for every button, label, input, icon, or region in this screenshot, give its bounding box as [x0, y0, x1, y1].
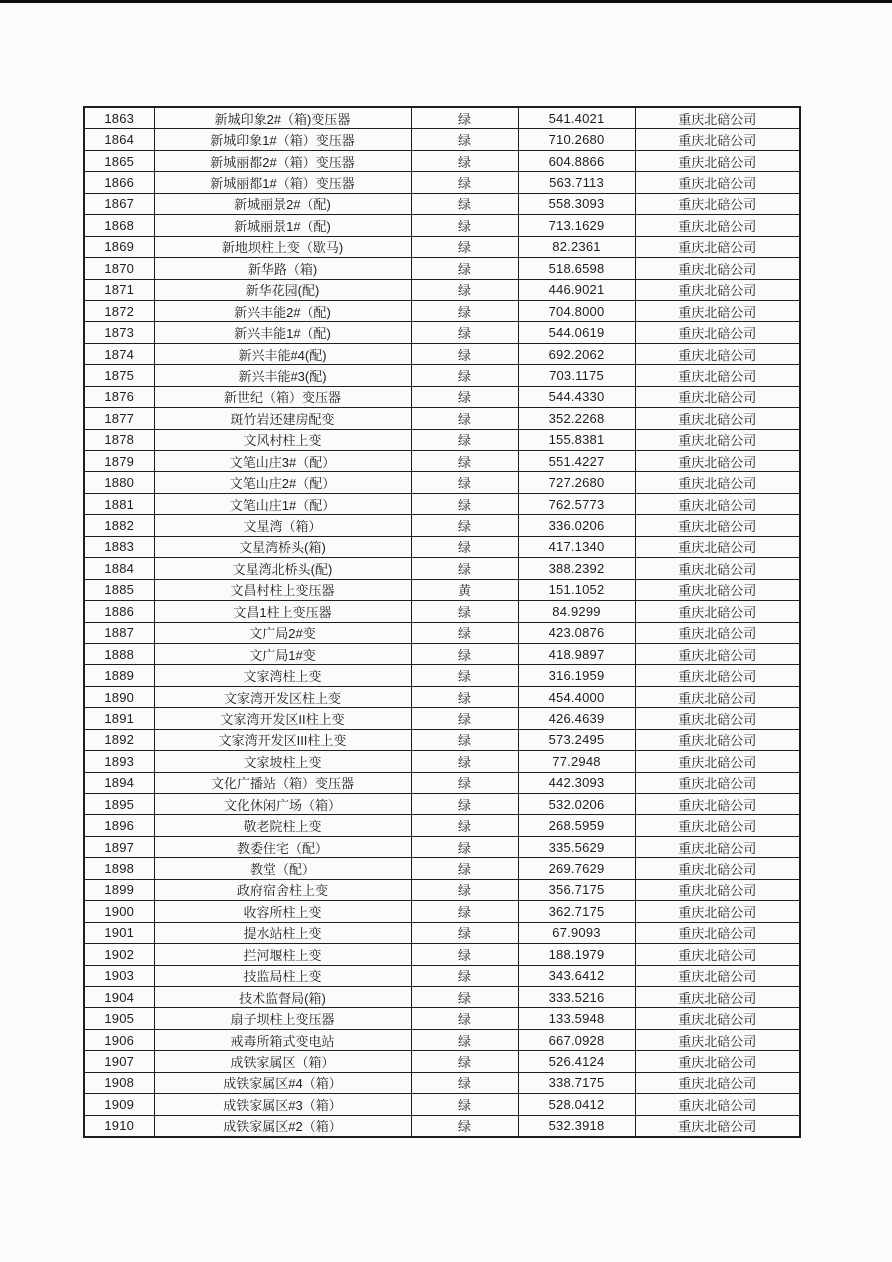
table-row: [84, 129, 800, 150]
row-id-cell: 1904: [84, 986, 154, 1007]
company-cell: 重庆北碚公司: [635, 1115, 800, 1137]
device-name-cell: 成铁家属区#4（箱）: [154, 1072, 411, 1093]
value-cell: 269.7629: [518, 858, 635, 879]
device-name-cell: 新华花园(配): [154, 279, 411, 300]
table-row: [84, 751, 800, 772]
device-name-cell: 文笔山庄2#（配）: [154, 472, 411, 493]
value-cell: 544.0619: [518, 322, 635, 343]
device-name-cell: 文化广播站（箱）变压器: [154, 772, 411, 793]
device-name-cell: 新城印象1#（箱）变压器: [154, 129, 411, 150]
status-color-cell: 绿: [411, 794, 518, 815]
device-name-cell: 技监局柱上变: [154, 965, 411, 986]
table-row: [84, 172, 800, 193]
status-color-cell: 绿: [411, 708, 518, 729]
status-color-cell: 绿: [411, 279, 518, 300]
status-color-cell: 绿: [411, 815, 518, 836]
row-id-cell: 1866: [84, 172, 154, 193]
device-name-cell: 新世纪（箱）变压器: [154, 386, 411, 407]
row-id-cell: 1892: [84, 729, 154, 750]
device-name-cell: 政府宿舍柱上变: [154, 879, 411, 900]
status-color-cell: 绿: [411, 1051, 518, 1072]
company-cell: 重庆北碚公司: [635, 944, 800, 965]
company-cell: 重庆北碚公司: [635, 451, 800, 472]
value-cell: 418.9897: [518, 643, 635, 664]
table-row: [84, 365, 800, 386]
device-name-cell: 新兴丰能#3(配): [154, 365, 411, 386]
company-cell: 重庆北碚公司: [635, 901, 800, 922]
status-color-cell: 绿: [411, 836, 518, 857]
company-cell: 重庆北碚公司: [635, 965, 800, 986]
device-name-cell: 新地坝柱上变（歇马): [154, 236, 411, 257]
status-color-cell: 绿: [411, 129, 518, 150]
status-color-cell: 绿: [411, 236, 518, 257]
value-cell: 573.2495: [518, 729, 635, 750]
table-row: [84, 258, 800, 279]
status-color-cell: 绿: [411, 493, 518, 514]
row-id-cell: 1873: [84, 322, 154, 343]
table-row: [84, 150, 800, 171]
row-id-cell: 1874: [84, 343, 154, 364]
device-name-cell: 新城印象2#（箱)变压器: [154, 107, 411, 129]
company-cell: 重庆北碚公司: [635, 365, 800, 386]
value-cell: 727.2680: [518, 472, 635, 493]
value-cell: 84.9299: [518, 601, 635, 622]
status-color-cell: 绿: [411, 986, 518, 1007]
device-name-cell: 斑竹岩还建房配变: [154, 408, 411, 429]
value-cell: 352.2268: [518, 408, 635, 429]
table-row: [84, 686, 800, 707]
table-row: [84, 836, 800, 857]
value-cell: 713.1629: [518, 215, 635, 236]
device-name-cell: 新兴丰能#4(配): [154, 343, 411, 364]
value-cell: 335.5629: [518, 836, 635, 857]
row-id-cell: 1905: [84, 1008, 154, 1029]
table-row: [84, 815, 800, 836]
table-row: [84, 193, 800, 214]
table-row: [84, 643, 800, 664]
company-cell: 重庆北碚公司: [635, 493, 800, 514]
company-cell: 重庆北碚公司: [635, 643, 800, 664]
row-id-cell: 1908: [84, 1072, 154, 1093]
status-color-cell: 绿: [411, 622, 518, 643]
device-name-cell: 敬老院柱上变: [154, 815, 411, 836]
device-name-cell: 文昌村柱上变压器: [154, 579, 411, 600]
company-cell: 重庆北碚公司: [635, 665, 800, 686]
table-row: [84, 858, 800, 879]
value-cell: 426.4639: [518, 708, 635, 729]
row-id-cell: 1906: [84, 1029, 154, 1050]
device-name-cell: 文家湾开发区II柱上变: [154, 708, 411, 729]
row-id-cell: 1877: [84, 408, 154, 429]
table-row: [84, 965, 800, 986]
company-cell: 重庆北碚公司: [635, 386, 800, 407]
value-cell: 667.0928: [518, 1029, 635, 1050]
status-color-cell: 绿: [411, 536, 518, 557]
table-body: [84, 107, 800, 1137]
value-cell: 532.0206: [518, 794, 635, 815]
row-id-cell: 1863: [84, 107, 154, 129]
value-cell: 343.6412: [518, 965, 635, 986]
device-name-cell: 文昌1柱上变压器: [154, 601, 411, 622]
value-cell: 356.7175: [518, 879, 635, 900]
company-cell: 重庆北碚公司: [635, 1072, 800, 1093]
device-name-cell: 新城丽都1#（箱）变压器: [154, 172, 411, 193]
row-id-cell: 1871: [84, 279, 154, 300]
table-row: [84, 279, 800, 300]
company-cell: 重庆北碚公司: [635, 515, 800, 536]
row-id-cell: 1886: [84, 601, 154, 622]
company-cell: 重庆北碚公司: [635, 1008, 800, 1029]
table-row: [84, 601, 800, 622]
device-name-cell: 教堂（配）: [154, 858, 411, 879]
row-id-cell: 1867: [84, 193, 154, 214]
company-cell: 重庆北碚公司: [635, 429, 800, 450]
status-color-cell: 绿: [411, 922, 518, 943]
company-cell: 重庆北碚公司: [635, 772, 800, 793]
value-cell: 442.3093: [518, 772, 635, 793]
value-cell: 423.0876: [518, 622, 635, 643]
value-cell: 558.3093: [518, 193, 635, 214]
device-name-cell: 新华路（箱): [154, 258, 411, 279]
status-color-cell: 绿: [411, 665, 518, 686]
device-name-cell: 文笔山庄3#（配）: [154, 451, 411, 472]
table-row: [84, 386, 800, 407]
row-id-cell: 1864: [84, 129, 154, 150]
status-color-cell: 绿: [411, 729, 518, 750]
table-row: [84, 708, 800, 729]
row-id-cell: 1907: [84, 1051, 154, 1072]
row-id-cell: 1875: [84, 365, 154, 386]
company-cell: 重庆北碚公司: [635, 107, 800, 129]
company-cell: 重庆北碚公司: [635, 558, 800, 579]
value-cell: 544.4330: [518, 386, 635, 407]
device-name-cell: 扇子坝柱上变压器: [154, 1008, 411, 1029]
status-color-cell: 绿: [411, 193, 518, 214]
value-cell: 333.5216: [518, 986, 635, 1007]
table-row: [84, 472, 800, 493]
device-name-cell: 拦河堰柱上变: [154, 944, 411, 965]
device-name-cell: 文风村柱上变: [154, 429, 411, 450]
device-name-cell: 新兴丰能2#（配): [154, 300, 411, 321]
company-cell: 重庆北碚公司: [635, 236, 800, 257]
row-id-cell: 1893: [84, 751, 154, 772]
table-row: [84, 429, 800, 450]
value-cell: 710.2680: [518, 129, 635, 150]
status-color-cell: 绿: [411, 365, 518, 386]
company-cell: 重庆北碚公司: [635, 986, 800, 1007]
row-id-cell: 1888: [84, 643, 154, 664]
table-row: [84, 536, 800, 557]
document-page: [83, 106, 801, 1138]
row-id-cell: 1879: [84, 451, 154, 472]
company-cell: 重庆北碚公司: [635, 258, 800, 279]
value-cell: 518.6598: [518, 258, 635, 279]
status-color-cell: 绿: [411, 215, 518, 236]
table-row: [84, 729, 800, 750]
table-row: [84, 879, 800, 900]
status-color-cell: 绿: [411, 1072, 518, 1093]
company-cell: 重庆北碚公司: [635, 622, 800, 643]
row-id-cell: 1891: [84, 708, 154, 729]
status-color-cell: 绿: [411, 686, 518, 707]
value-cell: 155.8381: [518, 429, 635, 450]
row-id-cell: 1878: [84, 429, 154, 450]
status-color-cell: 绿: [411, 408, 518, 429]
row-id-cell: 1883: [84, 536, 154, 557]
company-cell: 重庆北碚公司: [635, 279, 800, 300]
value-cell: 526.4124: [518, 1051, 635, 1072]
status-color-cell: 绿: [411, 558, 518, 579]
row-id-cell: 1887: [84, 622, 154, 643]
table-row: [84, 451, 800, 472]
row-id-cell: 1896: [84, 815, 154, 836]
table-row: [84, 322, 800, 343]
company-cell: 重庆北碚公司: [635, 193, 800, 214]
row-id-cell: 1897: [84, 836, 154, 857]
company-cell: 重庆北碚公司: [635, 215, 800, 236]
value-cell: 541.4021: [518, 107, 635, 129]
status-color-cell: 黄: [411, 579, 518, 600]
value-cell: 454.4000: [518, 686, 635, 707]
device-name-cell: 提水站柱上变: [154, 922, 411, 943]
value-cell: 528.0412: [518, 1094, 635, 1115]
company-cell: 重庆北碚公司: [635, 129, 800, 150]
company-cell: 重庆北碚公司: [635, 150, 800, 171]
company-cell: 重庆北碚公司: [635, 794, 800, 815]
row-id-cell: 1869: [84, 236, 154, 257]
company-cell: 重庆北碚公司: [635, 172, 800, 193]
company-cell: 重庆北碚公司: [635, 708, 800, 729]
table-row: [84, 794, 800, 815]
row-id-cell: 1880: [84, 472, 154, 493]
row-id-cell: 1881: [84, 493, 154, 514]
row-id-cell: 1868: [84, 215, 154, 236]
table-row: [84, 1051, 800, 1072]
status-color-cell: 绿: [411, 1029, 518, 1050]
device-name-cell: 文家湾柱上变: [154, 665, 411, 686]
value-cell: 551.4227: [518, 451, 635, 472]
table-row: [84, 1115, 800, 1137]
value-cell: 77.2948: [518, 751, 635, 772]
status-color-cell: 绿: [411, 300, 518, 321]
status-color-cell: 绿: [411, 343, 518, 364]
device-name-cell: 文星湾（箱）: [154, 515, 411, 536]
row-id-cell: 1889: [84, 665, 154, 686]
device-table: [83, 106, 801, 1138]
device-name-cell: 新城丽景2#（配): [154, 193, 411, 214]
status-color-cell: 绿: [411, 150, 518, 171]
device-name-cell: 文家湾开发区III柱上变: [154, 729, 411, 750]
status-color-cell: 绿: [411, 429, 518, 450]
table-row: [84, 1072, 800, 1093]
device-name-cell: 文家坡柱上变: [154, 751, 411, 772]
status-color-cell: 绿: [411, 515, 518, 536]
table-row: [84, 986, 800, 1007]
status-color-cell: 绿: [411, 858, 518, 879]
company-cell: 重庆北碚公司: [635, 836, 800, 857]
table-row: [84, 944, 800, 965]
company-cell: 重庆北碚公司: [635, 879, 800, 900]
status-color-cell: 绿: [411, 386, 518, 407]
status-color-cell: 绿: [411, 965, 518, 986]
table-row: [84, 772, 800, 793]
value-cell: 563.7113: [518, 172, 635, 193]
table-row: [84, 408, 800, 429]
value-cell: 133.5948: [518, 1008, 635, 1029]
status-color-cell: 绿: [411, 472, 518, 493]
table-row: [84, 236, 800, 257]
status-color-cell: 绿: [411, 772, 518, 793]
company-cell: 重庆北碚公司: [635, 751, 800, 772]
status-color-cell: 绿: [411, 601, 518, 622]
table-row: [84, 922, 800, 943]
row-id-cell: 1900: [84, 901, 154, 922]
value-cell: 336.0206: [518, 515, 635, 536]
row-id-cell: 1910: [84, 1115, 154, 1137]
company-cell: 重庆北碚公司: [635, 1051, 800, 1072]
status-color-cell: 绿: [411, 1094, 518, 1115]
status-color-cell: 绿: [411, 751, 518, 772]
status-color-cell: 绿: [411, 172, 518, 193]
table-row: [84, 515, 800, 536]
row-id-cell: 1894: [84, 772, 154, 793]
row-id-cell: 1895: [84, 794, 154, 815]
company-cell: 重庆北碚公司: [635, 300, 800, 321]
value-cell: 338.7175: [518, 1072, 635, 1093]
table-row: [84, 107, 800, 129]
table-row: [84, 300, 800, 321]
value-cell: 604.8866: [518, 150, 635, 171]
status-color-cell: 绿: [411, 643, 518, 664]
value-cell: 362.7175: [518, 901, 635, 922]
device-name-cell: 文笔山庄1#（配）: [154, 493, 411, 514]
top-edge-line: [0, 0, 892, 3]
device-name-cell: 戒毒所箱式变电站: [154, 1029, 411, 1050]
value-cell: 316.1959: [518, 665, 635, 686]
row-id-cell: 1909: [84, 1094, 154, 1115]
device-name-cell: 文广局1#变: [154, 643, 411, 664]
company-cell: 重庆北碚公司: [635, 408, 800, 429]
company-cell: 重庆北碚公司: [635, 686, 800, 707]
row-id-cell: 1872: [84, 300, 154, 321]
table-row: [84, 901, 800, 922]
device-name-cell: 收容所柱上变: [154, 901, 411, 922]
row-id-cell: 1890: [84, 686, 154, 707]
company-cell: 重庆北碚公司: [635, 536, 800, 557]
company-cell: 重庆北碚公司: [635, 601, 800, 622]
row-id-cell: 1876: [84, 386, 154, 407]
status-color-cell: 绿: [411, 944, 518, 965]
value-cell: 417.1340: [518, 536, 635, 557]
value-cell: 151.1052: [518, 579, 635, 600]
value-cell: 388.2392: [518, 558, 635, 579]
status-color-cell: 绿: [411, 451, 518, 472]
table-row: [84, 343, 800, 364]
value-cell: 704.8000: [518, 300, 635, 321]
value-cell: 532.3918: [518, 1115, 635, 1137]
value-cell: 692.2062: [518, 343, 635, 364]
table-row: [84, 215, 800, 236]
device-name-cell: 文星湾桥头(箱): [154, 536, 411, 557]
row-id-cell: 1898: [84, 858, 154, 879]
row-id-cell: 1902: [84, 944, 154, 965]
value-cell: 446.9021: [518, 279, 635, 300]
status-color-cell: 绿: [411, 1008, 518, 1029]
company-cell: 重庆北碚公司: [635, 1029, 800, 1050]
device-name-cell: 教委住宅（配）: [154, 836, 411, 857]
device-name-cell: 文星湾北桥头(配): [154, 558, 411, 579]
table-row: [84, 1029, 800, 1050]
table-row: [84, 622, 800, 643]
value-cell: 67.9093: [518, 922, 635, 943]
table-row: [84, 558, 800, 579]
status-color-cell: 绿: [411, 107, 518, 129]
device-name-cell: 文化休闲广场（箱）: [154, 794, 411, 815]
device-name-cell: 成铁家属区（箱）: [154, 1051, 411, 1072]
device-name-cell: 文家湾开发区柱上变: [154, 686, 411, 707]
table-row: [84, 579, 800, 600]
value-cell: 82.2361: [518, 236, 635, 257]
company-cell: 重庆北碚公司: [635, 858, 800, 879]
value-cell: 188.1979: [518, 944, 635, 965]
device-name-cell: 文广局2#变: [154, 622, 411, 643]
row-id-cell: 1870: [84, 258, 154, 279]
company-cell: 重庆北碚公司: [635, 472, 800, 493]
company-cell: 重庆北碚公司: [635, 322, 800, 343]
value-cell: 762.5773: [518, 493, 635, 514]
row-id-cell: 1885: [84, 579, 154, 600]
device-name-cell: 成铁家属区#2（箱）: [154, 1115, 411, 1137]
device-name-cell: 技术监督局(箱): [154, 986, 411, 1007]
status-color-cell: 绿: [411, 1115, 518, 1137]
company-cell: 重庆北碚公司: [635, 1094, 800, 1115]
company-cell: 重庆北碚公司: [635, 815, 800, 836]
table-row: [84, 665, 800, 686]
company-cell: 重庆北碚公司: [635, 729, 800, 750]
status-color-cell: 绿: [411, 901, 518, 922]
company-cell: 重庆北碚公司: [635, 343, 800, 364]
row-id-cell: 1899: [84, 879, 154, 900]
company-cell: 重庆北碚公司: [635, 922, 800, 943]
table-row: [84, 1008, 800, 1029]
row-id-cell: 1884: [84, 558, 154, 579]
status-color-cell: 绿: [411, 879, 518, 900]
table-row: [84, 1094, 800, 1115]
row-id-cell: 1865: [84, 150, 154, 171]
status-color-cell: 绿: [411, 258, 518, 279]
device-name-cell: 成铁家属区#3（箱）: [154, 1094, 411, 1115]
value-cell: 268.5959: [518, 815, 635, 836]
row-id-cell: 1901: [84, 922, 154, 943]
company-cell: 重庆北碚公司: [635, 579, 800, 600]
device-name-cell: 新城丽景1#（配): [154, 215, 411, 236]
value-cell: 703.1175: [518, 365, 635, 386]
table-row: [84, 493, 800, 514]
row-id-cell: 1903: [84, 965, 154, 986]
status-color-cell: 绿: [411, 322, 518, 343]
device-name-cell: 新兴丰能1#（配): [154, 322, 411, 343]
row-id-cell: 1882: [84, 515, 154, 536]
device-name-cell: 新城丽都2#（箱）变压器: [154, 150, 411, 171]
